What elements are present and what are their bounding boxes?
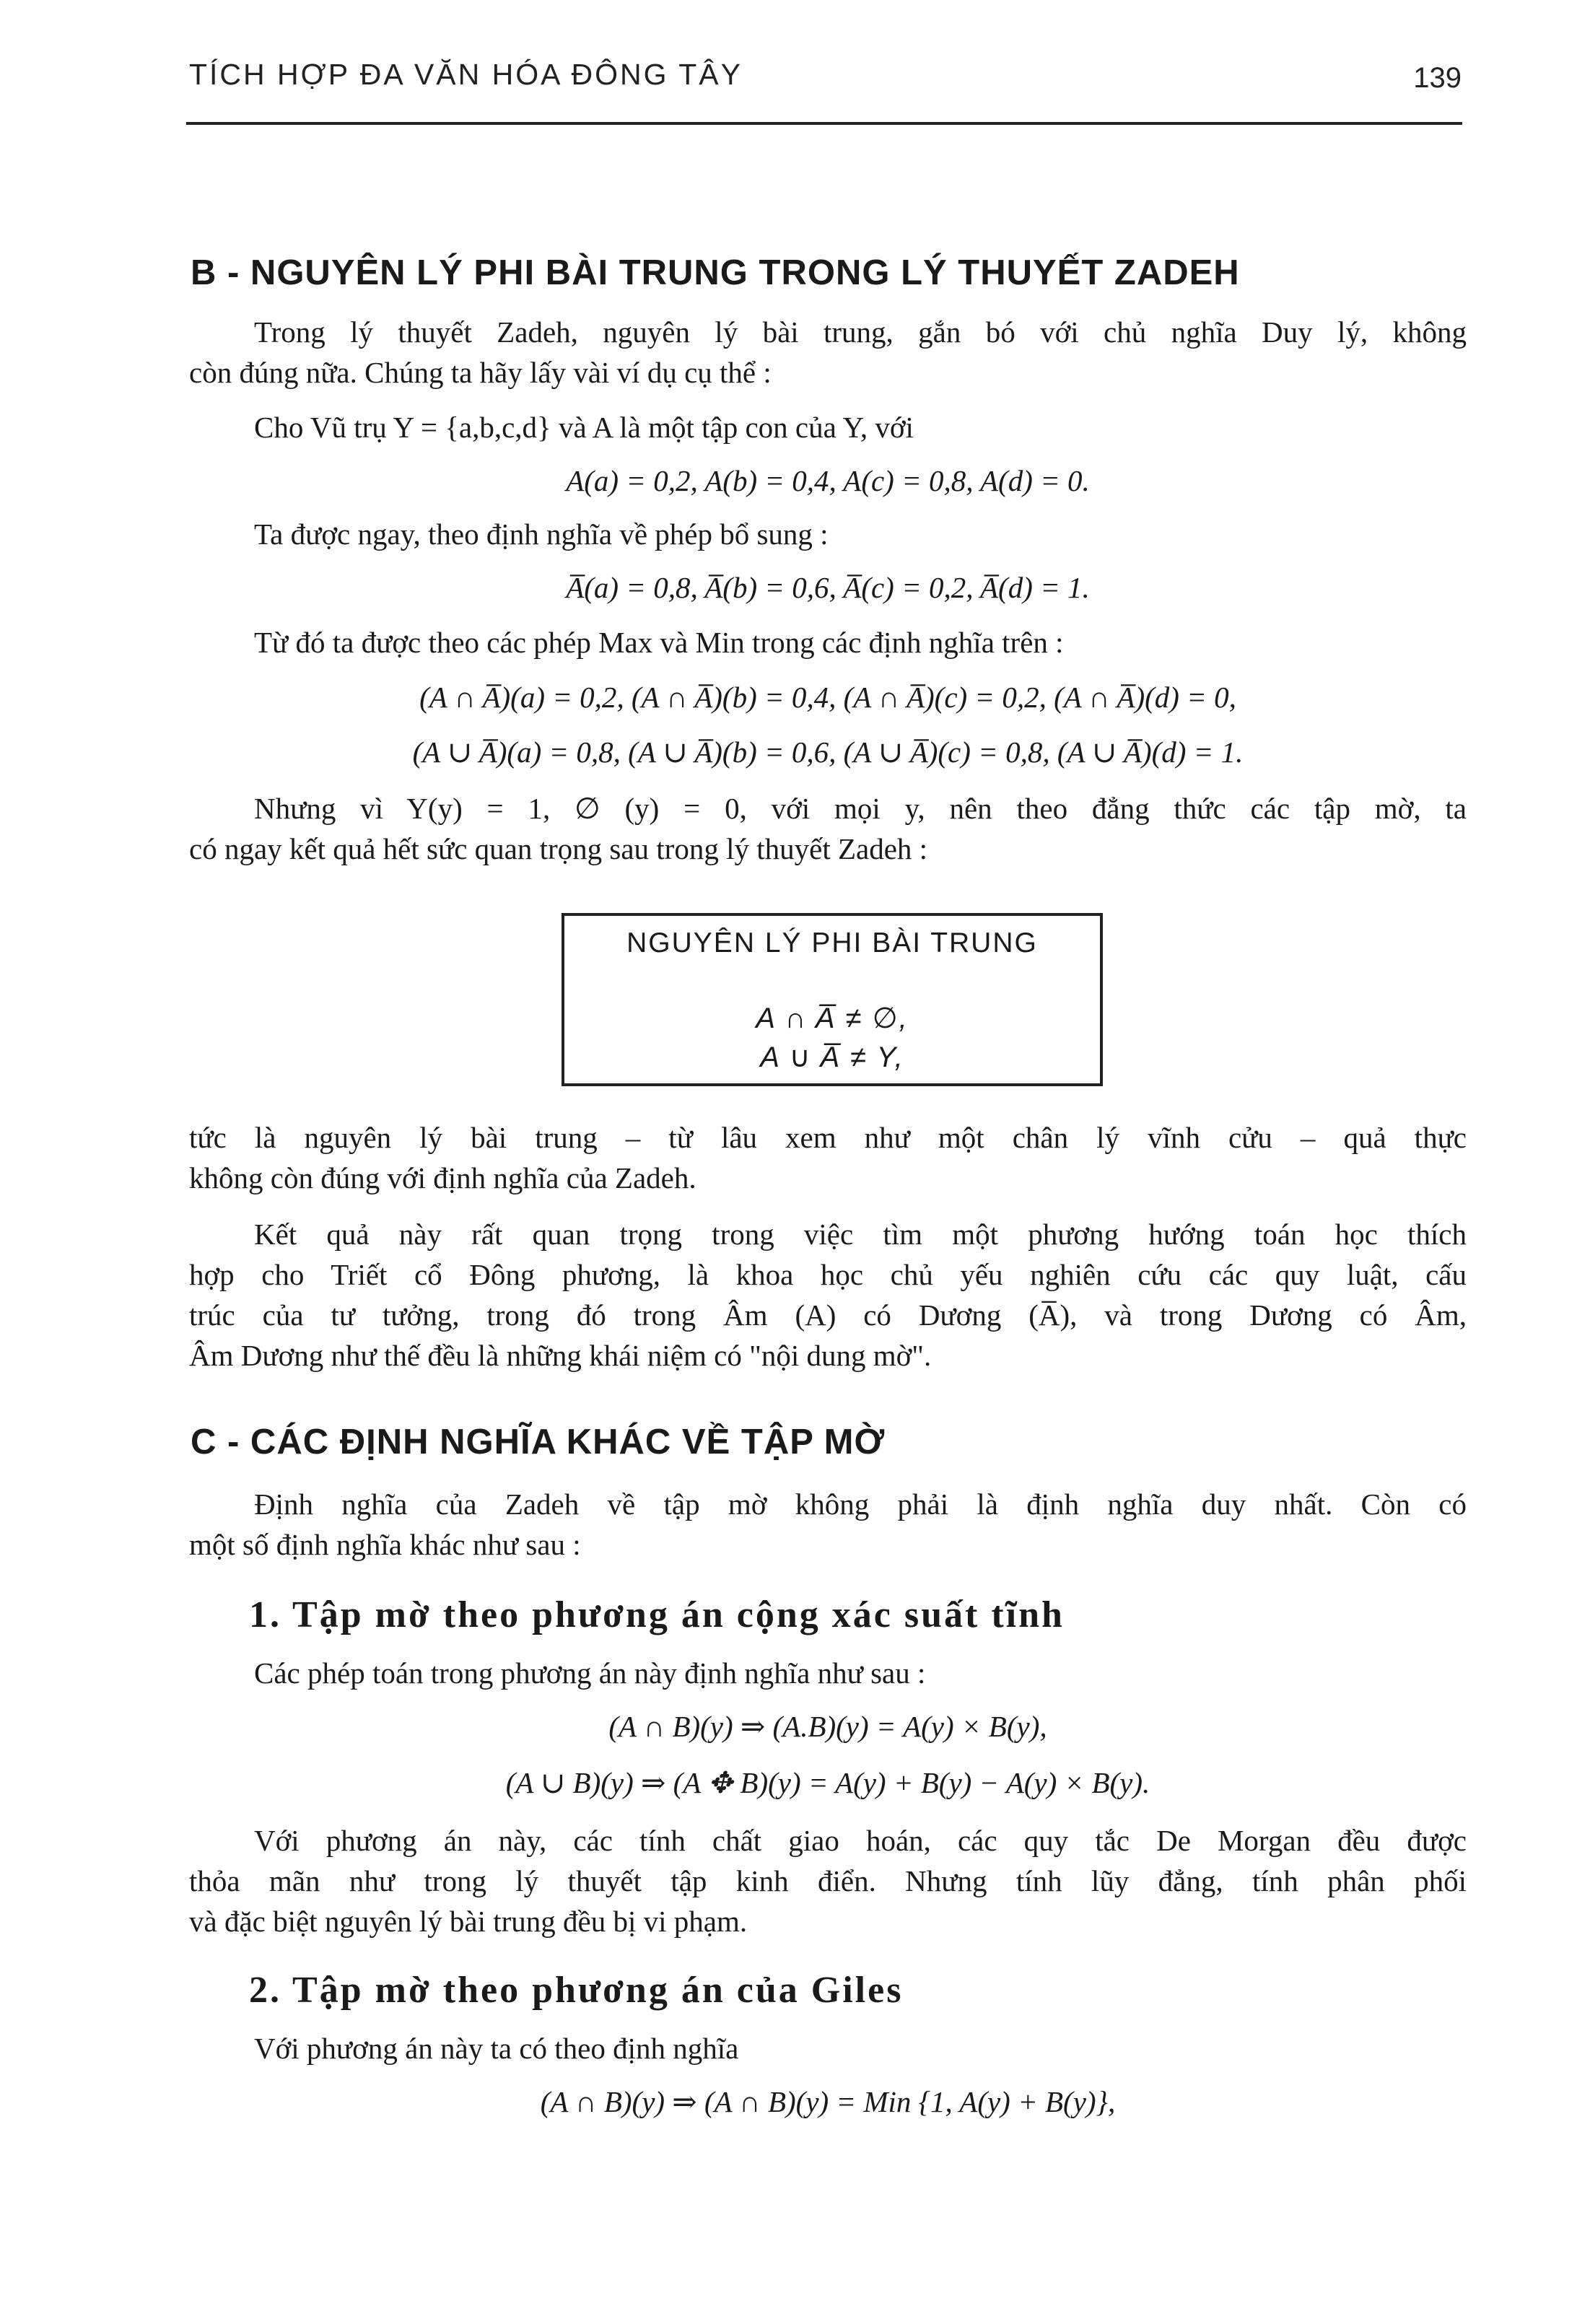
equation-union: (A ∪ A̅)(a) = 0,8, (A ∪ A̅)(b) = 0,6, (A ∪ A̅)(c) = 0,8, (A ∪ A̅)(d) = 1. (412, 735, 1244, 769)
section-b-para7-line4: Âm Dương như thế đều là những khái niệm có "nội dung mờ". (189, 1339, 932, 1372)
subsection-2-para1: Với phương án này ta có theo định nghĩa (254, 2032, 739, 2065)
section-b-para2: Cho Vũ trụ Y = {a,b,c,d} và A là một tập con của Y, với (254, 411, 914, 444)
equation-membership: A(a) = 0,2, A(b) = 0,4, A(c) = 0,8, A(d) = 0. (566, 464, 1090, 497)
equation-complement: A̅(a) = 0,8, A̅(b) = 0,6, A̅(c) = 0,2, A̅(d) = 1. (566, 571, 1090, 604)
section-b-para6-line1: tức là nguyên lý bài trung – từ lâu xem như một chân lý vĩnh cửu – quả thực (189, 1121, 1467, 1154)
section-b-para7-line2: hợp cho Triết cổ Đông phương, là khoa học chủ yếu nghiên cứu các quy luật, cấu (189, 1258, 1467, 1291)
section-b-para4: Từ đó ta được theo các phép Max và Min trong các định nghĩa trên : (254, 626, 1064, 659)
section-b-para5-line2: có ngay kết quả hết sức quan trọng sau trong lý thuyết Zadeh : (189, 832, 928, 865)
subsection-1-heading: 1. Tập mờ theo phương án cộng xác suất tĩnh (249, 1594, 1065, 1635)
section-b-para6-line2: không còn đúng với định nghĩa của Zadeh. (189, 1161, 696, 1194)
subsection-2-heading: 2. Tập mờ theo phương án của Giles (249, 1970, 904, 2011)
section-b-para1-line1: Trong lý thuyết Zadeh, nguyên lý bài trung, gắn bó với chủ nghĩa Duy lý, không (254, 315, 1467, 349)
subsection-1-para1: Các phép toán trong phương án này định nghĩa như sau : (254, 1656, 926, 1690)
equation-probabilistic-union: (A ∪ B)(y) ⇒ (A ✥ B)(y) = A(y) + B(y) − A(y) × B(y). (505, 1766, 1150, 1799)
running-header-title: TÍCH HỢP ĐA VĂN HÓA ĐÔNG TÂY (189, 58, 743, 91)
section-b-para3: Ta được ngay, theo định nghĩa về phép bổ sung : (254, 517, 829, 551)
principle-equation-union: A ∪ A̅ ≠ Y, (760, 1041, 904, 1073)
section-c-para1-line1: Định nghĩa của Zadeh về tập mờ không phải là định nghĩa duy nhất. Còn có (254, 1488, 1467, 1521)
section-c-para1-line2: một số định nghĩa khác như sau : (189, 1528, 581, 1561)
equation-giles-intersection: (A ∩ B)(y) ⇒ (A ∩ B)(y) = Min {1, A(y) + B(y)}, (540, 2085, 1116, 2118)
section-b-para7-line3: trúc của tư tưởng, trong đó trong Âm (A) có Dương (A̅), và trong Dương có Âm, (189, 1298, 1467, 1332)
section-b-para1-line2: còn đúng nữa. Chúng ta hãy lấy vài ví dụ cụ thể : (189, 356, 772, 389)
subsection-1-para2-line2: thỏa mãn như trong lý thuyết tập kinh điển. Nhưng tính lũy đẳng, tính phân phối (189, 1864, 1467, 1897)
section-b-para5-line1: Nhưng vì Y(y) = 1, ∅ (y) = 0, với mọi y, nên theo đẳng thức các tập mờ, ta (254, 792, 1467, 825)
equation-intersection: (A ∩ A̅)(a) = 0,2, (A ∩ A̅)(b) = 0,4, (A ∩ A̅)(c) = 0,2, (A ∩ A̅)(d) = 0, (419, 681, 1236, 714)
header-rule (186, 122, 1462, 125)
subsection-1-para2-line1: Với phương án này, các tính chất giao hoán, các quy tắc De Morgan đều được (254, 1824, 1467, 1857)
section-b-heading: B - NGUYÊN LÝ PHI BÀI TRUNG TRONG LÝ THUYẾT ZADEH (191, 253, 1240, 292)
subsection-1-para2-line3: và đặc biệt nguyên lý bài trung đều bị vi phạm. (189, 1905, 748, 1938)
equation-probabilistic-intersection: (A ∩ B)(y) ⇒ (A.B)(y) = A(y) × B(y), (608, 1710, 1047, 1743)
principle-equation-intersection: A ∩ A̅ ≠ ∅, (756, 1002, 909, 1034)
principle-box-title: NGUYÊN LÝ PHI BÀI TRUNG (626, 927, 1038, 958)
page-number: 139 (1413, 62, 1462, 94)
section-c-heading: C - CÁC ĐỊNH NGHĨA KHÁC VỀ TẬP MỜ (191, 1423, 886, 1462)
section-b-para7-line1: Kết quả này rất quan trọng trong việc tìm một phương hướng toán học thích (254, 1218, 1467, 1251)
